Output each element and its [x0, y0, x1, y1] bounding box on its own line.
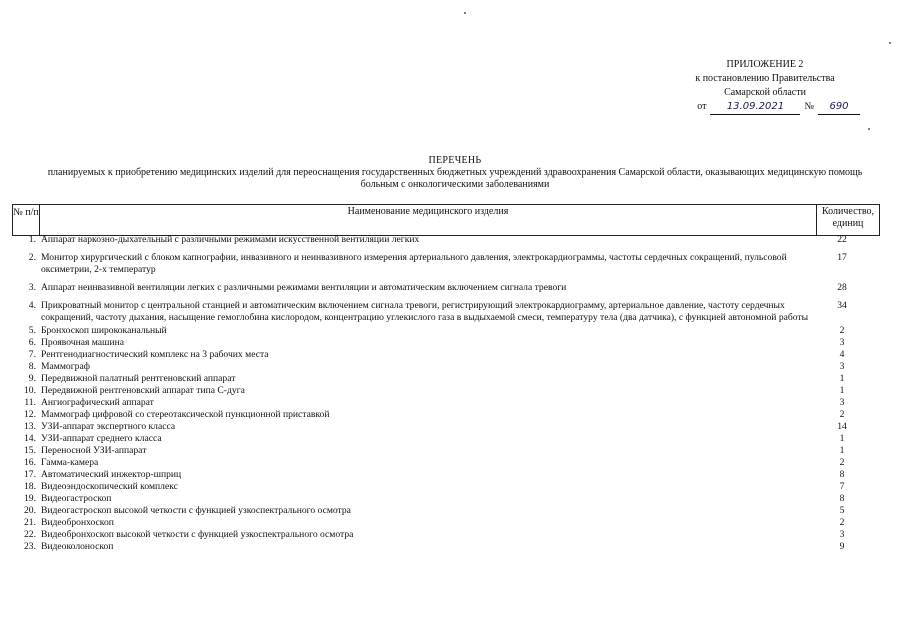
row-name: Видеоколоноскоп [41, 541, 114, 552]
row-name: Видеогастроскоп высокой четкости с функцией узкоспектрального осмотра [41, 505, 351, 516]
row-name: Проявочная машина [41, 337, 124, 348]
row-quantity: 8 [839, 493, 845, 504]
row-number: 19. [24, 493, 36, 504]
table-row [12, 282, 880, 294]
row-quantity: 1 [839, 433, 845, 444]
scan-speck [889, 42, 891, 44]
row-name: Аппарат наркозно-дыхательный с различными режимами искусственной вентиляции легких [41, 234, 420, 245]
row-quantity: 28 [837, 282, 847, 293]
appendix-title: ПРИЛОЖЕНИЕ 2 [726, 59, 804, 70]
row-number: 18. [24, 481, 36, 492]
table-row [12, 325, 880, 337]
row-quantity: 22 [837, 234, 847, 245]
table-row [12, 505, 880, 517]
document-title: ПЕРЕЧЕНЬ [428, 155, 482, 166]
row-name: Рентгенодиагностический комплекс на 3 рабочих места [41, 349, 269, 360]
table-row [12, 445, 880, 457]
row-quantity: 2 [839, 517, 845, 528]
row-name: УЗИ-аппарат среднего класса [41, 433, 162, 444]
table-row [12, 529, 880, 541]
row-number: 10. [24, 385, 36, 396]
table-row [12, 252, 880, 276]
row-quantity: 1 [839, 385, 845, 396]
table-row [12, 234, 880, 246]
row-number: 17. [24, 469, 36, 480]
row-quantity: 2 [839, 325, 845, 336]
row-number: 23. [24, 541, 36, 552]
table-row [12, 541, 880, 553]
header-quantity: Количество, единиц [821, 206, 875, 229]
row-name: Монитор хирургический с блоком капнографии, инвазивного и неинвазивного измерения артериального давления, электрокардиограммы, частоты сердечных сокращений, пульсовой оксиметрии, 2-х температур [41, 252, 787, 275]
row-name: Видеоэндоскопический комплекс [41, 481, 178, 492]
table-row [12, 493, 880, 505]
table-row [12, 373, 880, 385]
row-quantity: 17 [837, 252, 847, 263]
row-quantity: 3 [839, 361, 845, 372]
row-number: 21. [24, 517, 36, 528]
row-number: 3. [28, 282, 36, 293]
table-row [12, 397, 880, 409]
table-row [12, 469, 880, 481]
row-number: 8. [28, 361, 36, 372]
row-quantity: 2 [839, 409, 845, 420]
table-row [12, 337, 880, 349]
row-number: 1. [28, 234, 36, 245]
row-number: 2. [28, 252, 36, 263]
appendix-line: к постановлению Правительства [695, 73, 835, 84]
row-name: УЗИ-аппарат экспертного класса [41, 421, 176, 432]
document-subtitle: планируемых к приобретению медицинских изделий для переоснащения государственных бюджетных учреждений здравоохранения Самарской области, оказывающих медицинскую помощь больным с онкологическими заболеваниями [47, 167, 863, 190]
number-label: № [804, 101, 814, 112]
appendix-line: Самарской области [724, 87, 806, 98]
row-name: Бронхоскоп ширококанальный [41, 325, 167, 336]
row-quantity: 3 [839, 337, 845, 348]
row-name: Маммограф цифровой со стереотаксической пункционной приставкой [41, 409, 330, 420]
table-row [12, 361, 880, 373]
row-quantity: 2 [839, 457, 845, 468]
row-name: Ангиографический аппарат [41, 397, 154, 408]
from-label: от [697, 101, 707, 112]
row-quantity: 4 [839, 349, 845, 360]
row-quantity: 9 [839, 541, 845, 552]
row-number: 15. [24, 445, 36, 456]
appendix-block [670, 58, 860, 115]
row-name: Гамма-камера [41, 457, 99, 468]
row-name: Аппарат неинвазивной вентиляции легких с различными режимами вентиляции и автоматическим включением сигнала тревоги [41, 282, 567, 293]
row-quantity: 8 [839, 469, 845, 480]
row-quantity: 3 [839, 529, 845, 540]
table-row [12, 349, 880, 361]
row-number: 20. [24, 505, 36, 516]
scan-speck [464, 12, 466, 14]
row-name: Прикроватный монитор с центральной станцией и автоматическим включением сигнала тревоги, регистрирующий электрокардиограмму, артериальное давление, частоту сердечных сокращений, частоту дыхания, насыщение гемоглобина кислородом, концентрацию углекислого газа в выдыхаемой смеси, температуру тела (два датчика), с функцией автономной работы [41, 300, 809, 323]
row-number: 13. [24, 421, 36, 432]
table-row [12, 517, 880, 529]
row-number: 6. [28, 337, 36, 348]
handwritten-number: 690 [818, 100, 860, 115]
row-name: Автоматический инжектор-шприц [41, 469, 182, 480]
table-row [12, 385, 880, 397]
row-quantity: 34 [837, 300, 847, 311]
table-row [12, 300, 880, 324]
table-row [12, 421, 880, 433]
table-header [12, 204, 880, 236]
row-name: Видеобронхоскоп [41, 517, 114, 528]
row-name: Переносной УЗИ-аппарат [41, 445, 147, 456]
row-quantity: 1 [839, 373, 845, 384]
handwritten-date: 13.09.2021 [710, 100, 800, 115]
row-number: 16. [24, 457, 36, 468]
row-number: 14. [24, 433, 36, 444]
table-row [12, 457, 880, 469]
appendix-date-line [670, 100, 860, 115]
table-row [12, 409, 880, 421]
header-name: Наименование медицинского изделия [40, 205, 817, 235]
row-number: 11. [24, 397, 36, 408]
scan-speck [868, 128, 870, 130]
row-name: Видеогастроскоп [41, 493, 112, 504]
row-quantity: 14 [837, 421, 847, 432]
row-quantity: 7 [839, 481, 845, 492]
table-row [12, 481, 880, 493]
table-body [12, 234, 880, 553]
row-name: Передвижной рентгеновский аппарат типа С-дуга [41, 385, 245, 396]
table-row [12, 433, 880, 445]
row-name: Маммограф [41, 361, 90, 372]
row-quantity: 3 [839, 397, 845, 408]
row-number: 22. [24, 529, 36, 540]
row-number: 12. [24, 409, 36, 420]
row-name: Передвижной палатный рентгеновский аппарат [41, 373, 236, 384]
row-number: 9. [28, 373, 36, 384]
document-heading [30, 155, 880, 191]
header-number: № п/п [13, 205, 40, 235]
row-quantity: 5 [839, 505, 845, 516]
row-number: 4. [28, 300, 36, 311]
row-quantity: 1 [839, 445, 845, 456]
row-number: 5. [28, 325, 36, 336]
row-name: Видеобронхоскоп высокой четкости с функцией узкоспектрального осмотра [41, 529, 354, 540]
row-number: 7. [28, 349, 36, 360]
